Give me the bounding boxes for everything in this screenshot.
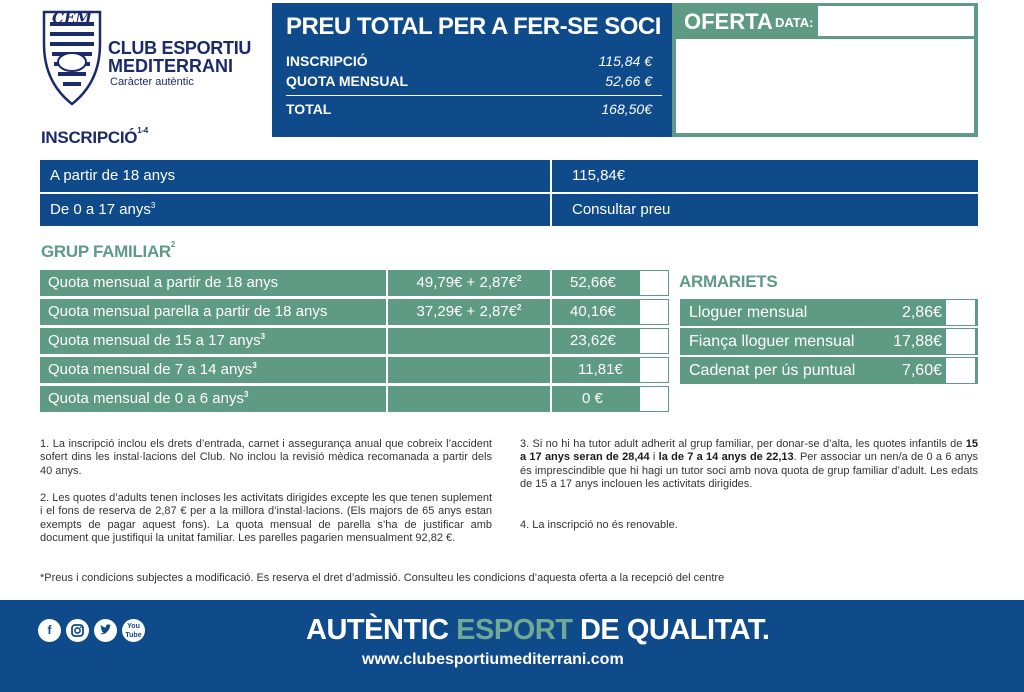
inscription-title [41, 128, 148, 148]
price-total-value: 168,50€ [601, 101, 652, 117]
inscription-row-child-value: Consultar preu [552, 194, 978, 226]
family-row-checkbox[interactable] [640, 387, 668, 411]
family-row-breakdown: 49,79€ + 2,87€$^2$ [388, 270, 550, 296]
family-row-checkbox[interactable] [640, 300, 668, 324]
price-row-value: 52,66 € [605, 73, 652, 89]
offer-box [672, 3, 978, 137]
family-row-value: 11,81€ [552, 357, 669, 383]
total-price-box [272, 3, 672, 137]
offer-content-field[interactable] [676, 39, 974, 133]
family-row-checkbox[interactable] [640, 271, 668, 295]
family-row-label: Quota mensual de 15 a 17 anys$^3$ [40, 328, 386, 354]
footer [0, 600, 1024, 692]
twitter-icon[interactable] [94, 619, 117, 642]
price-row-label: QUOTA MENSUAL [286, 73, 409, 89]
family-row-value: 40,16€ [552, 299, 669, 325]
price-row-value: 115,84 € [598, 53, 652, 69]
family-row-breakdown [388, 357, 550, 383]
crest-monogram: CEM [52, 9, 92, 27]
inscription-title-text: INSCRIPCIÓ [41, 128, 138, 147]
club-tagline: Caràcter autèntic [110, 76, 194, 88]
family-row-label: Quota mensual de 7 a 14 anys$^3$ [40, 357, 386, 383]
facebook-icon[interactable]: f [38, 619, 61, 642]
offer-title: OFERTA [684, 9, 773, 34]
inscription-title-sup: 1-4 [137, 126, 148, 135]
note-3: 3. Si no hi ha tutor adult adherit al grup familiar, per donar-se d’alta, les quotes infantils de 15 a 17 anys seran de 28,44 i la de 7 a 14 anys de 22,13. Per associar un nen/a de 0 a 6 anys és imprescindible que hi hagi un tutor soci amb nova quota de grup familiar d’adult. Les edats de 15 a 17 anys inclouen les activitats dirigides. [520, 438, 978, 491]
family-row-label: Quota mensual parella a partir de 18 anys [40, 299, 386, 325]
family-row-breakdown: 37,29€ + 2,87€$^2$ [388, 299, 550, 325]
youtube-icon[interactable]: You Tube [122, 619, 145, 642]
note-2: 2. Les quotes d’adults tenen incloses les activitats dirigides excepte les que tenen suplement i el fons de reserva de 2,87 € per a la millora d’instal·lacions. (Els majors de 65 anys estan exempts de pagar aquest fons). La quota mensual de parella s’ha de justificar amb document que justifiqui la unitat familiar. Les parelles pagarien mensualment 92,82 €. [40, 492, 492, 545]
locker-row-value: 17,88€ [893, 333, 942, 350]
family-row-label: Quota mensual a partir de 18 anys [40, 270, 386, 296]
club-name-line2: MEDITERRANI [108, 56, 233, 76]
inscription-row-child-label: De 0 a 17 anys$^3$ [40, 194, 550, 226]
price-total-label: TOTAL [286, 101, 332, 117]
footer-slogan: AUTÈNTIC ESPORT DE QUALITAT. [306, 614, 770, 646]
offer-date-field[interactable] [818, 6, 974, 36]
locker-row-label: Fiança lloguer mensual [689, 333, 855, 350]
family-row-value: 0 € [552, 386, 669, 412]
locker-row-checkbox[interactable] [946, 358, 975, 383]
locker-row-checkbox[interactable] [946, 329, 975, 354]
locker-row-value: 7,60€ [901, 362, 942, 379]
club-name-line1: CLUB ESPORTIU [108, 38, 252, 58]
locker-row-label: Lloguer mensual [689, 304, 808, 321]
footer-website-link[interactable]: www.clubesportiumediterrani.com [362, 651, 624, 668]
family-row-checkbox[interactable] [640, 329, 668, 353]
price-divider [286, 95, 662, 96]
family-row-breakdown [388, 386, 550, 412]
locker-row [680, 357, 978, 384]
family-row-breakdown [388, 328, 550, 354]
inscription-row-adult-label: A partir de 18 anys [40, 160, 550, 192]
club-logo [38, 4, 268, 108]
inscription-row-adult-value: 115,84€ [552, 160, 978, 192]
locker-row-label: Cadenat per ús puntual [689, 362, 856, 379]
family-row-label: Quota mensual de 0 a 6 anys$^3$ [40, 386, 386, 412]
family-row-value: 52,66€ [552, 270, 669, 296]
locker-row-checkbox[interactable] [946, 300, 975, 325]
club-crest-icon [38, 4, 106, 106]
offer-date-label: DATA: [775, 15, 814, 30]
price-box-title: PREU TOTAL PER A FER-SE SOCI [286, 13, 661, 40]
locker-row [680, 299, 978, 326]
disclaimer: *Preus i condicions subjectes a modificació. Es reserva el dret d’admissió. Consulteu les condicions d’aquesta oferta a la recepció del centre [40, 572, 725, 584]
lockers-title: ARMARIETS [679, 272, 778, 291]
family-title [41, 242, 175, 262]
note-1: 1. La inscripció inclou els drets d’entrada, carnet i assegurança anual que cobreix l’accident sofert dins les instal·lacions del Club. No inclou la revisió mèdica recomanada a partir dels 40 anys. [40, 438, 492, 477]
family-title-sup: 2 [170, 240, 176, 249]
note-4: 4. La inscripció no és renovable. [520, 519, 678, 531]
locker-row [680, 328, 978, 355]
family-title-text: GRUP FAMILIAR [41, 242, 171, 261]
instagram-icon[interactable] [66, 619, 89, 642]
locker-row-value: 2,86€ [901, 304, 942, 321]
family-row-value: 23,62€ [552, 328, 669, 354]
family-row-checkbox[interactable] [640, 358, 668, 382]
price-row-label: INSCRIPCIÓ [286, 53, 368, 69]
